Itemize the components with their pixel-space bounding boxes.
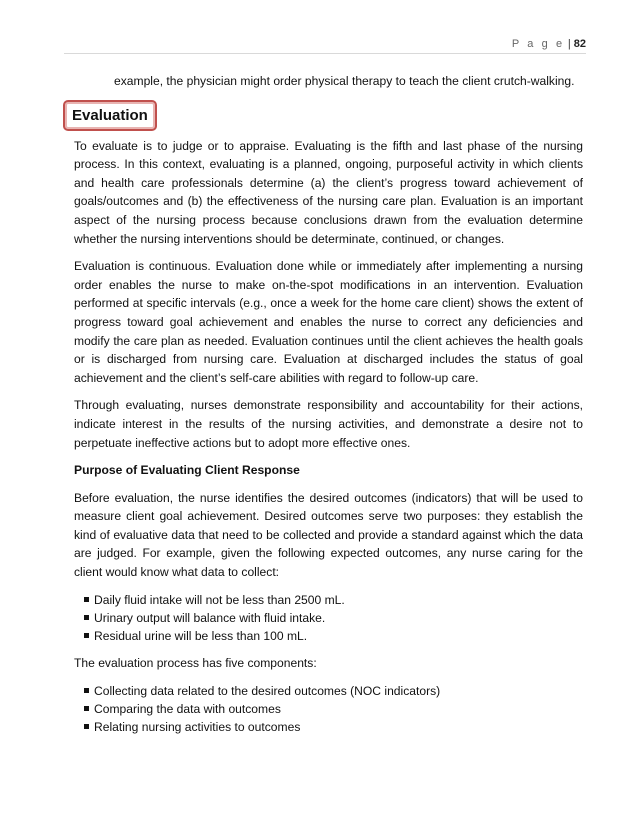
header-divider (64, 53, 586, 54)
outcomes-list (74, 591, 583, 646)
list-item: Daily fluid intake will not be less than 2500 mL. (84, 591, 583, 609)
page-label: P a g e (511, 38, 565, 50)
paragraph-purpose: Before evaluation, the nurse identifies the desired outcomes (indicators) that will be used to measure client goal achievement. Desired outcomes serve two purposes: they establish the kind of evaluative data that need to be collected and provide a standard against which the data are judged. For example, given the following expected outcomes, any nurse caring for the client would know what data to collect: (74, 490, 583, 580)
components-list (74, 682, 583, 737)
document-body (74, 72, 583, 745)
page-header (512, 38, 586, 50)
list-item: Collecting data related to the desired outcomes (NOC indicators) (84, 682, 583, 700)
list-item: Comparing the data with outcomes (84, 700, 583, 718)
section-title: Evaluation (63, 100, 157, 131)
intro-continued-text: example, the physician might order physical therapy to teach the client crutch-walking. (114, 74, 575, 88)
list-item: Relating nursing activities to outcomes (84, 718, 583, 736)
paragraph-accountability: Through evaluating, nurses demonstrate responsibility and accountability for their actions, indicate interest in the results of the nursing activities, and demonstrate a desire not to perpetuate ineffective actions but to adopt more effective ones. (74, 398, 583, 450)
page-number: 82 (573, 38, 586, 50)
components-intro: The evaluation process has five components: (74, 656, 317, 671)
page-separator: | (567, 38, 571, 50)
paragraph-continuous: Evaluation is continuous. Evaluation done while or immediately after implementing a nursing order enables the nurse to make on-the-spot modifications in an intervention. Evaluation performed at specific intervals (e.g., once a week for the home care client) shows the extent of progress toward goal achievement and enables the nurse to correct any deficiencies and modify the care plan as needed. Evaluation continues until the client achieves the health goals or is discharged from nursing care. Evaluation at discharged includes the status of goal achievement and the client’s self-care abilities with regard to follow-up care. (74, 259, 583, 385)
subheading-purpose: Purpose of Evaluating Client Response (74, 463, 300, 478)
list-item: Residual urine will be less than 100 mL. (84, 627, 583, 645)
list-item: Urinary output will balance with fluid intake. (84, 609, 583, 627)
paragraph-definition: To evaluate is to judge or to appraise. Evaluating is the fifth and last phase of the nursing process. In this context, evaluating is a planned, ongoing, purposeful activity in which clients and health care professionals determine (a) the client’s progress toward achievement of goals/outcomes and (b) the effectiveness of the nursing care plan. Evaluation is an important aspect of the nursing process because conclusions drawn from the evaluation determine whether the nursing interventions should be determinate, continued, or changes. (74, 138, 583, 246)
